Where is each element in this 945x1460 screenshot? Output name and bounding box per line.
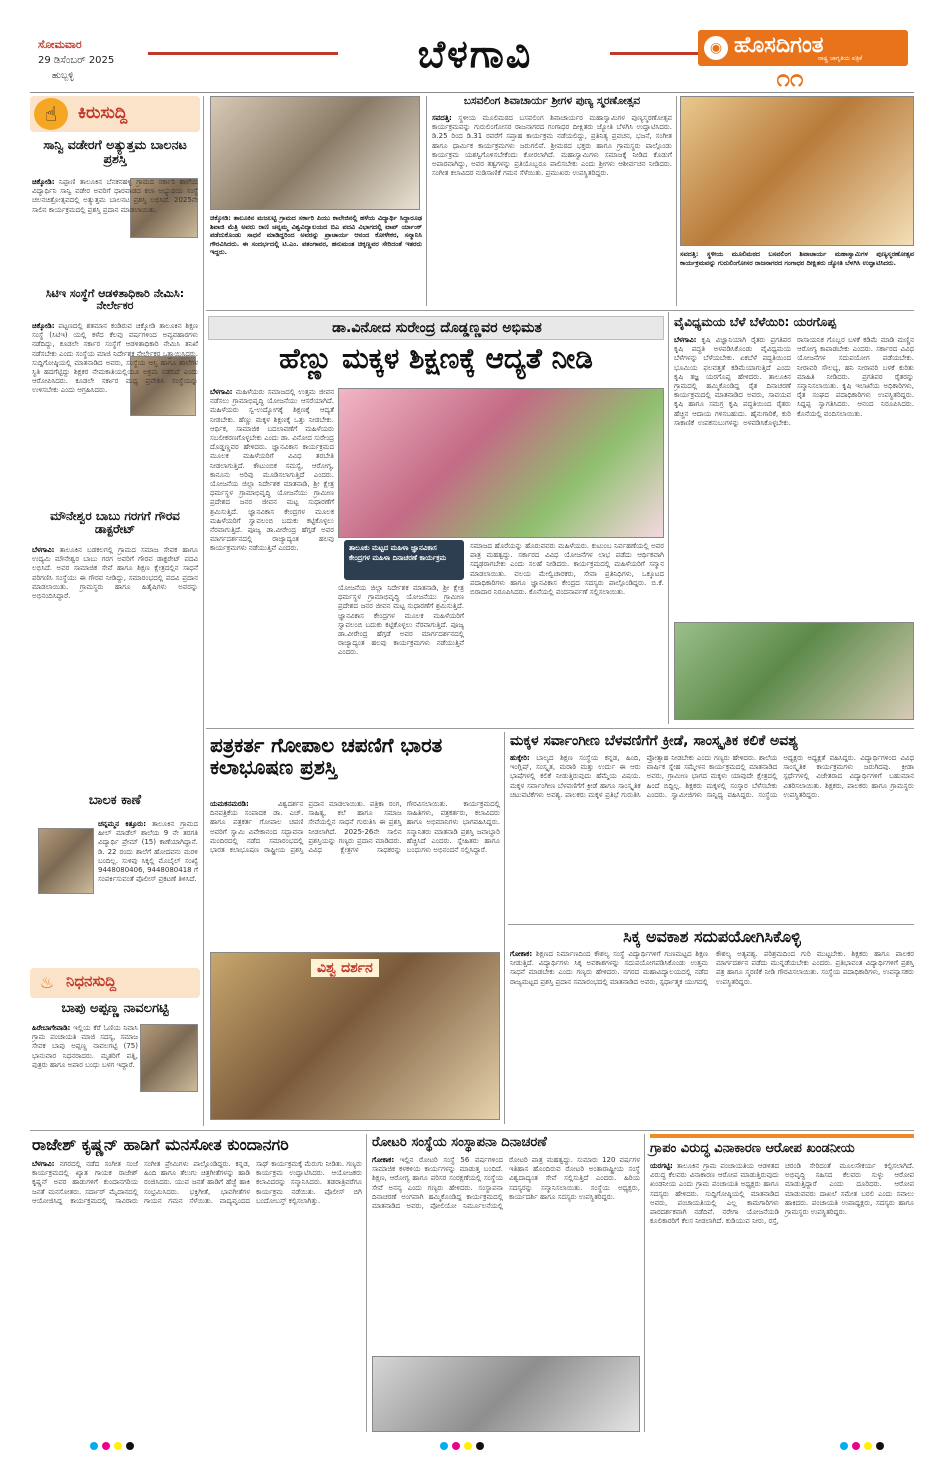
- masthead-date: 29 ಡಿಸೆಂಬರ್ 2025: [38, 55, 115, 66]
- kiru-dateline-4: ಚನ್ನಮ್ಮನ ಕಿತ್ತೂರು:: [98, 820, 147, 828]
- kiru-body-4: [32, 820, 198, 960]
- swami-text: ಸ್ಥಳೀಯ ಮೂಲಿಮಠದ ಬಸವಲಿಂಗ ಶಿವಾಚಾರ್ಯರ ಮಹಾಸ್ವಾಮಿಗಳ ಪುಣ್ಯಸ್ಮರಣೋತ್ಸವ ಕಾರ್ಯಕ್ರಮವನ್ನು ಗುರುಲಿಂಗೋಸರ ರಾಜನಾಗರದ ಗಂಗಾಧರ ದೀಕ್ಷಿತರು ಜ್ಯೋತಿ ಬೆಳಗಿಸಿ ಉದ್ಘಾಟಿಸಿದರು. ಡಿ.25 ರಿಂದ ಡಿ.31 ರವರೆಗೆ ಸಪ್ತಾಹ ಕಾರ್ಯಕ್ರಮ ನಡೆಯಲಿದ್ದು, ಪ್ರತಿನಿತ್ಯ ಪ್ರವಚನ, ಭಜನೆ, ಸಂಗೀತ ಹಾಗೂ ಧಾರ್ಮಿಕ ಕಾರ್ಯಕ್ರಮಗಳು ಜರುಗಲಿವೆ. ಶ್ರೀಮಠದ ಭಕ್ತರು ಹಾಗೂ ಗ್ರಾಮಸ್ಥರು ಪಾಲ್ಗೊಂಡು ಕಾರ್ಯಕ್ರಮ ಯಶಸ್ವಿಗೊಳಿಸಬೇಕೆಂದು ಕೋರಲಾಗಿದೆ. ಮಹಾಸ್ವಾಮಿಗಳು ಸಮಾಜಕ್ಕೆ ನೀಡಿದ ಕೊಡುಗೆ ಅಪಾರವಾಗಿದ್ದು, ಅವರ ತತ್ವಗಳನ್ನು ಪ್ರತಿಯೊಬ್ಬರೂ ಪಾಲಿಸಬೇಕು ಎಂದು ಶ್ರೀಗಳು ಆಶೀರ್ವಚನ ನೀಡಿದರು. ಸಂಗೀತ ಕಲಾವಿದರ ನುಡಿಸಾಣಿಕೆ ಗಮನ ಸೆಳೆಯಿತು. ಪ್ರಮುಖರು ಉಪಸ್ಥಿತರಿದ್ದರು.: [432, 114, 672, 178]
- rotary-title: ರೋಟರಿ ಸಂಸ್ಥೆಯ ಸಂಸ್ಥಾಪನಾ ದಿನಾಚರಣೆ: [372, 1135, 547, 1150]
- kiru-body-3: [32, 546, 198, 746]
- sports-body: [510, 754, 914, 920]
- rotary-dateline: ಗೋಕಾಕ:: [372, 1156, 395, 1164]
- award-photo-banner: ವಿಶ್ವ ದರ್ಶನ: [311, 959, 379, 977]
- gram-text: ತಾಲೂಕಿನ ಗ್ರಾಮ ಪಂಚಾಯತಿಯ ಆಡಳಿತದ ವಿರುದ್ಧ ಕೆಲವರು ವಿನಾಕಾರಣ ಆರೋಪ ಮಾಡುತ್ತಿರುವುದು ಖಂಡನೀಯ ಎಂದು ಗ್ರಾಮ ಪಂಚಾಯತಿ ಅಧ್ಯಕ್ಷರು ಹಾಗೂ ಸದಸ್ಯರು ಹೇಳಿದರು. ಸುದ್ದಿಗೋಷ್ಠಿಯಲ್ಲಿ ಮಾತನಾಡಿದ ಅವರು, ಪಂಚಾಯತಿಯಲ್ಲಿ ಎಲ್ಲ ಕಾಮಗಾರಿಗಳು ಪಾರದರ್ಶಕವಾಗಿ ನಡೆದಿವೆ. ನರೇಗಾ ಯೋಜನೆಯಡಿ ಕೂಲಿಕಾರರಿಗೆ ಕೆಲಸ ನೀಡಲಾಗಿದೆ. ಕುಡಿಯುವ ನೀರು, ರಸ್ತೆ, ಚರಂಡಿ ಸೇರಿದಂತೆ ಮೂಲಸೌಕರ್ಯ ಕಲ್ಪಿಸಲಾಗಿದೆ. ಅಭಿವೃದ್ಧಿ ಸಹಿಸದ ಕೆಲವರು ಸುಳ್ಳು ಆರೋಪ ಮಾಡುತ್ತಿದ್ದಾರೆ ಎಂದು ದೂರಿದರು. ಆರೋಪ ಮಾಡುವವರು ದಾಖಲೆ ಸಮೇತ ಬರಲಿ ಎಂದು ಸವಾಲು ಹಾಕಿದರು. ಪಂಚಾಯತಿ ಉಪಾಧ್ಯಕ್ಷರು, ಸದಸ್ಯರು ಹಾಗೂ ಗ್ರಾಮಸ್ಥರು ಉಪಸ್ಥಿತರಿದ್ದರು.: [650, 1162, 914, 1226]
- reg-dot-k2: [476, 1442, 484, 1450]
- crop-photo: [674, 622, 914, 720]
- reg-dot-y3: [864, 1442, 872, 1450]
- masthead-city: ಹುಬ್ಬಳ್ಳಿ: [52, 71, 74, 81]
- top-caption: ಚಿಕ್ಕೋಡಿ: ತಾಲೂಕಿನ ಮಜಲಟ್ಟಿ ಗ್ರಾಮದ ಸರ್ಕಾರಿ ಪಿಯು ಕಾಲೇಜಿನಲ್ಲಿ ಹಳೆಯ ವಿದ್ಯಾರ್ಥಿ ಸಿದ್ದಾರೂಢ ಶಿವಾಜಿ ಮೆತ್ರಿ ಅವರು ರಾಣಿ ಚನ್ನಮ್ಮ ವಿಶ್ವವಿದ್ಯಾಲಯದ ಬಿಎ ಪದವಿ ವಿಭಾಗದಲ್ಲಿ ಟಾಪ್ ರ್ಯಾಂಕ್ ಪಡೆದುಕೊಂಡು ಸಾಧನೆ ಮಾಡಿದ್ದರಿಂದ ಅವರನ್ನು ಪ್ರಾಚಾರ್ಯ ಆನಂದ ಕೋಳೇಕರ, ಸನ್ಮಾನಿಸಿ ಗೌರವಿಸಿದರು. ಈ ಸಂದರ್ಭದಲ್ಲಿ ಟಿ.ಎಂ. ಪತಂಗಾವರ, ಹನುಮಂತ ಚಿಕ್ಕಣ್ಣವರ ಸೇರಿದಂತೆ ಇತರರು ಇದ್ದರು.: [210, 214, 422, 257]
- kiru-body-2: [32, 322, 198, 504]
- crop-title: ವೈವಿಧ್ಯಮಯ ಬೆಳೆ ಬೆಳೆಯಿರಿ: ಯರಗೊಪ್ಪ: [674, 315, 836, 329]
- rule-award-right: [504, 732, 505, 1124]
- award-photo: [210, 952, 500, 1120]
- award-dateline: ಯಮಕನಮರಡಿ:: [210, 800, 249, 808]
- kirusuddi-label: ಕಿರುಸುದ್ದಿ: [78, 103, 128, 123]
- obit-text: ಇಲ್ಲಿಯ ಕೆರೆ ಓಣಿಯ ನಿವಾಸಿ ಗ್ರಾಮ ಪಂಚಾಯತಿ ಮಾಜಿ ಸದಸ್ಯ, ಸಮಾಜ ಸೇವಕ ಬಾಪು ಅಪ್ಪಣ್ಣ ನಾವಲಗಟ್ಟಿ (75) ಭಾನುವಾರ ನಿಧನರಾದರು. ಮೃತರಿಗೆ ಪತ್ನಿ, ಪುತ್ರರು ಹಾಗೂ ಅಪಾರ ಬಂಧು ಬಳಗ ಇದ್ದಾರೆ.: [32, 1024, 138, 1069]
- reg-dot-k: [126, 1442, 134, 1450]
- reg-dot-m3: [852, 1442, 860, 1450]
- rotary-body: [372, 1156, 640, 1352]
- crop-text: ಕೃಷಿ ವಿಜ್ಞಾನಿಯಾಗಿ ರೈತರು ಪ್ರಗತಿಪರ ಕೃಷಿ ಪದ್ಧತಿ ಅಳವಡಿಸಿಕೊಂಡು ವೈವಿಧ್ಯಮಯ ಬೆಳೆಗಳನ್ನು ಬೆಳೆಯಬೇಕು. ಏಕಬೆಳೆ ಪದ್ಧತಿಯಿಂದ ಭೂಮಿಯ ಫಲವತ್ತತೆ ಕಡಿಮೆಯಾಗುತ್ತಿದೆ ಎಂದು ಕೃಷಿ ತಜ್ಞ ಯರಗೊಪ್ಪ ಹೇಳಿದರು. ತಾಲೂಕಿನ ಗ್ರಾಮದಲ್ಲಿ ಹಮ್ಮಿಕೊಂಡಿದ್ದ ರೈತ ದಿನಾಚರಣೆ ಕಾರ್ಯಕ್ರಮದಲ್ಲಿ ಮಾತನಾಡಿದ ಅವರು, ಸಾವಯವ ಕೃಷಿ ಹಾಗೂ ಸಮಗ್ರ ಕೃಷಿ ಪದ್ಧತಿಯಿಂದ ರೈತರು ಹೆಚ್ಚಿನ ಆದಾಯ ಗಳಿಸಬಹುದು. ಹೈನುಗಾರಿಕೆ, ಕುರಿ ಸಾಕಾಣಿಕೆ ಉಪಕಸುಬುಗಳನ್ನು ಅಳವಡಿಸಿಕೊಳ್ಳಬೇಕು. ರಾಸಾಯನಿಕ ಗೊಬ್ಬರ ಬಳಕೆ ಕಡಿಮೆ ಮಾಡಿ ಮಣ್ಣಿನ ಆರೋಗ್ಯ ಕಾಪಾಡಬೇಕು ಎಂದರು. ಸರ್ಕಾರದ ವಿವಿಧ ಯೋಜನೆಗಳ ಸದುಪಯೋಗ ಪಡೆಯಬೇಕು. ನೀರಾವರಿ ಸೌಲಭ್ಯ, ಹನಿ ನೀರಾವರಿ ಬಳಕೆ ಕುರಿತು ಮಾಹಿತಿ ನೀಡಿದರು. ಪ್ರಗತಿಪರ ರೈತರನ್ನು ಸನ್ಮಾನಿಸಲಾಯಿತು. ಕೃಷಿ ಇಲಾಖೆಯ ಅಧಿಕಾರಿಗಳು, ರೈತ ಸಂಘದ ಪದಾಧಿಕಾರಿಗಳು ಉಪಸ್ಥಿತರಿದ್ದರು. ಸಿದ್ದಪ್ಪ ಸ್ವಾಗತಿಸಿದರು. ಆನಂದ ನಿರೂಪಿಸಿದರು. ಕೊನೆಯಲ್ಲಿ ವಂದಿಸಲಾಯಿತು.: [674, 336, 914, 427]
- masthead-day: ಸೋಮವಾರ: [38, 38, 82, 51]
- lead-dateline: ಬೆಳಗಾವಿ:: [210, 388, 233, 396]
- lead-text-2b: ಯೋಜನೆಯ ಜಿಲ್ಲಾ ನಿರ್ದೇಶಕ ಮಾತನಾಡಿ, ಶ್ರೀ ಕ್ಷೇತ್ರ ಧರ್ಮಸ್ಥಳ ಗ್ರಾಮಾಭಿವೃದ್ಧಿ ಯೋಜನೆಯು ಗ್ರಾಮೀಣ ಪ್ರದೇಶದ ಜನರ ಜೀವನ ಮಟ್ಟ ಸುಧಾರಣೆಗೆ ಶ್ರಮಿಸುತ್ತಿದೆ. ಜ್ಞಾನವಿಕಾಸ ಕೇಂದ್ರಗಳ ಮೂಲಕ ಮಹಿಳೆಯರಿಗೆ ಸ್ವಾವಲಂಬಿ ಬದುಕು ಕಟ್ಟಿಕೊಳ್ಳಲು ನೆರವಾಗುತ್ತಿದೆ. ಪೂಜ್ಯ ಡಾ.ವೀರೇಂದ್ರ ಹೆಗ್ಗಡೆ ಅವರ ಮಾರ್ಗದರ್ಶನದಲ್ಲಿ ರಾಜ್ಯಾದ್ಯಂತ ಹಲವು ಕಾರ್ಯಕ್ರಮಗಳು ನಡೆಯುತ್ತಿವೆ ಎಂದರು.: [338, 584, 464, 657]
- rule-music-right: [366, 1134, 367, 1432]
- lead-col-2: [338, 584, 464, 720]
- kiru-dateline-3: ಬೆಳಗಾವಿ:: [32, 546, 55, 554]
- masthead-base-rule: [30, 92, 914, 93]
- brand-logo-icon: ◉: [704, 36, 728, 60]
- reg-dot-m: [102, 1442, 110, 1450]
- obit-photo: [140, 1024, 198, 1092]
- brand-box: [698, 30, 908, 66]
- lead-text-1: ಮಹಿಳೆಯರು ಸಮಾಜದಲ್ಲಿ ಉತ್ತಮ ಜೀವನ ನಡೆಸಲು ಗ್ರಾಮಾಭಿವೃದ್ಧಿ ಯೋಜನೆಯು ಆಸರೆಯಾಗಿದೆ. ಮಹಿಳೆಯರು ಸ್ವ-ಉದ್ಯೋಗಕ್ಕೆ ಶಿಕ್ಷಣಕ್ಕೆ ಆದ್ಯತೆ ನೀಡಬೇಕು. ಹೆಣ್ಣು ಮಕ್ಕಳ ಶಿಕ್ಷಣಕ್ಕೆ ಒತ್ತು ನೀಡಬೇಕು. ಆರ್ಥಿಕ, ಸಾಮಾಜಿಕ ಬದಲಾವಣೆಗೆ ಮಹಿಳೆಯರು ಸಬಲೀಕರಣಗೊಳ್ಳಬೇಕು ಎಂದು ಡಾ. ವಿನೋದ ಸುರೇಂದ್ರ ದೊಡ್ಡಣ್ಣವರ ಹೇಳಿದರು. ಜ್ಞಾನವಿಕಾಸ ಕಾರ್ಯಕ್ರಮದ ಮೂಲಕ ಮಹಿಳೆಯರಿಗೆ ವಿವಿಧ ತರಬೇತಿ ನೀಡಲಾಗುತ್ತಿದೆ. ಕೌಟುಂಬಿಕ ಸಮಸ್ಯೆ, ಆರೋಗ್ಯ, ಕಾನೂನು ಅರಿವು ಮೂಡಿಸಲಾಗುತ್ತಿದೆ ಎಂದರು.: [210, 388, 334, 479]
- rule-under-lead: [206, 728, 914, 729]
- swami-title: ಬಸವಲಿಂಗ ಶಿವಾಚಾರ್ಯ ಶ್ರೀಗಳ ಪುಣ್ಯ ಸ್ಮರಣೋತ್ಸವ: [463, 95, 641, 107]
- opportunity-body: [510, 950, 914, 1120]
- sports-dateline: ಹುಕ್ಕೇರಿ:: [510, 754, 530, 762]
- lead-col-3: [470, 542, 664, 720]
- reg-dot-y2: [464, 1442, 472, 1450]
- swami-body: [432, 114, 672, 304]
- rule-left: [203, 96, 204, 1126]
- nidhana-label: ನಿಧನಸುದ್ದಿ: [66, 972, 117, 990]
- music-title: ರಾಜೇಶ್ ಕೃಷ್ಣನ್ ಹಾಡಿಗೆ ಮನಸೋತ ಕುಂದಾನಗರಿ: [32, 1135, 289, 1154]
- music-body: [32, 1160, 362, 1430]
- brand-tagline: ರಾಷ್ಟ್ರ ಜಾಗೃತಿಯ ಪತ್ರಿಕೆ: [818, 55, 863, 62]
- crop-dateline: ಬೆಳಗಾವಿ:: [674, 336, 697, 344]
- kiru-text-3: ತಾಲೂಕಿನ ಬಡಕಲಗಲ್ಲಿ ಗ್ರಾಮದ ಸಮಾಜ ಸೇವಕ ಹಾಗೂ ಉದ್ಯಮಿ ಮೌನೇಶ್ವರ ಬಾಬು ಗರಗ ಅವರಿಗೆ ಗೌರವ ಡಾಕ್ಟರೇಟ್ ಪದವಿ ಲಭಿಸಿದೆ. ಅವರ ಸಾಮಾಜಿಕ ಸೇವೆ ಹಾಗೂ ಶಿಕ್ಷಣ ಕ್ಷೇತ್ರದಲ್ಲಿನ ಸಾಧನೆ ಪರಿಗಣಿಸಿ ಸಂಸ್ಥೆಯು ಈ ಗೌರವ ನೀಡಿದ್ದು, ಸಮಾರಂಭದಲ್ಲಿ ಪದವಿ ಪ್ರದಾನ ಮಾಡಲಾಯಿತು. ಗ್ರಾಮಸ್ಥರು ಹಾಗೂ ಹಿತೈಷಿಗಳು ಅವರನ್ನು ಅಭಿನಂದಿಸಿದ್ದಾರೆ.: [32, 546, 198, 601]
- obit-dateline: ಹಿರೇಬಾಗೇವಾಡಿ:: [32, 1024, 71, 1032]
- lead-kicker: ಡಾ.ವಿನೋದ ಸುರೇಂದ್ರ ದೊಡ್ಡಣ್ಣವರ ಅಭಿಮತ: [332, 320, 542, 336]
- award-title: ಪತ್ರಕರ್ತ ಗೋಪಾಲ ಚಪಣಿಗೆ ಭಾರತ ಕಲಾಭೂಷಣ ಪ್ರಶಸ್ತಿ: [210, 733, 443, 779]
- opportunity-text: ಶಿಕ್ಷಣದ ನಿರ್ಮಾಣದಿಂದ ಕೌಶಲ್ಯ ಸಂಸ್ಥೆ ವಿದ್ಯಾರ್ಥಿಗಳಿಗೆ ಗುಣಮಟ್ಟದ ಶಿಕ್ಷಣ ನೀಡುತ್ತಿದೆ. ವಿದ್ಯಾರ್ಥಿಗಳು ಸಿಕ್ಕ ಅವಕಾಶಗಳನ್ನು ಸದುಪಯೋಗಪಡಿಸಿಕೊಂಡು ಉತ್ತಮ ಸಾಧನೆ ಮಾಡಬೇಕು ಎಂದು ಗಣ್ಯರು ಹೇಳಿದರು. ನಗರದ ಮಹಾವಿದ್ಯಾಲಯದಲ್ಲಿ ನಡೆದ ರಾಜ್ಯಮಟ್ಟದ ಪ್ರಶಸ್ತಿ ಪ್ರದಾನ ಸಮಾರಂಭದಲ್ಲಿ ಮಾತನಾಡಿದ ಅವರು, ಸ್ಪರ್ಧಾತ್ಮಕ ಯುಗದಲ್ಲಿ ಕೌಶಲ್ಯ ಅತ್ಯವಶ್ಯ. ಪರಿಶ್ರಮದಿಂದ ಗುರಿ ಮುಟ್ಟಬೇಕು. ಶಿಕ್ಷಕರು ಹಾಗೂ ಪಾಲಕರ ಮಾರ್ಗದರ್ಶನ ಪಡೆದು ಮುನ್ನಡೆಯಬೇಕು ಎಂದರು. ಪ್ರತಿಭಾವಂತ ವಿದ್ಯಾರ್ಥಿಗಳಿಗೆ ಪ್ರಶಸ್ತಿ ಪತ್ರ ಹಾಗೂ ಸ್ಮರಣಿಕೆ ನೀಡಿ ಗೌರವಿಸಲಾಯಿತು. ಸಂಸ್ಥೆಯ ಪದಾಧಿಕಾರಿಗಳು, ಉಪನ್ಯಾಸಕರು ಉಪಸ್ಥಿತರಿದ್ದರು.: [510, 950, 914, 986]
- brand-name: ಹೊಸದಿಗಂತ: [734, 33, 824, 58]
- kiru-title-1: ಸಾನ್ವಿ ವಡೇರಗೆ ಅತ್ಯುತ್ತಮ ಬಾಲನಟ ಪ್ರಶಸ್ತಿ: [43, 137, 187, 166]
- rule-under-sports: [508, 924, 914, 925]
- kiru-title-4: ಬಾಲಕ ಕಾಣೆ: [88, 793, 142, 808]
- rotary-photo: [372, 1356, 640, 1432]
- award-body: [210, 800, 500, 950]
- masthead: [0, 0, 945, 92]
- rule-under-top: [206, 310, 914, 311]
- lead-text-3: ಸಮಾಜದ ಹೊರೆಯನ್ನು ಹೊರುವವರು ಮಹಿಳೆಯರು. ಕುಟುಂಬ ನಿರ್ವಹಣೆಯಲ್ಲಿ ಅವರ ಪಾತ್ರ ಮಹತ್ವದ್ದು. ಸರ್ಕಾರದ ವಿವಿಧ ಯೋಜನೆಗಳ ಲಾಭ ಪಡೆದು ಆರ್ಥಿಕವಾಗಿ ಸದೃಢರಾಗಬೇಕು ಎಂದು ಸಲಹೆ ನೀಡಿದರು. ಕಾರ್ಯಕ್ರಮದಲ್ಲಿ ಮಹಿಳೆಯರಿಗೆ ಸನ್ಮಾನ ಮಾಡಲಾಯಿತು. ವಲಯ ಮೇಲ್ವಿಚಾರಕರು, ಸೇವಾ ಪ್ರತಿನಿಧಿಗಳು, ಒಕ್ಕೂಟದ ಪದಾಧಿಕಾರಿಗಳು ಹಾಗೂ ಜ್ಞಾನವಿಕಾಸ ಕೇಂದ್ರದ ಸದಸ್ಯರು ಪಾಲ್ಗೊಂಡಿದ್ದರು. ಬಿ.ಕೆ. ಬಿರಾದಾರ ನಿರೂಪಿಸಿದರು. ಕೊನೆಯಲ್ಲಿ ವಂದನಾರ್ಪಣೆ ಸಲ್ಲಿಸಲಾಯಿತು.: [470, 542, 664, 597]
- rule-top-2: [676, 96, 677, 306]
- lead-text-2: ಯೋಜನೆಯ ಜಿಲ್ಲಾ ನಿರ್ದೇಶಕ ಮಾತನಾಡಿ, ಶ್ರೀ ಕ್ಷೇತ್ರ ಧರ್ಮಸ್ಥಳ ಗ್ರಾಮಾಭಿವೃದ್ಧಿ ಯೋಜನೆಯು ಗ್ರಾಮೀಣ ಪ್ರದೇಶದ ಜನರ ಜೀವನ ಮಟ್ಟ ಸುಧಾರಣೆಗೆ ಶ್ರಮಿಸುತ್ತಿದೆ. ಜ್ಞಾನವಿಕಾಸ ಕೇಂದ್ರಗಳ ಮೂಲಕ ಮಹಿಳೆಯರಿಗೆ ಸ್ವಾವಲಂಬಿ ಬದುಕು ಕಟ್ಟಿಕೊಳ್ಳಲು ನೆರವಾಗುತ್ತಿದೆ. ಪೂಜ್ಯ ಡಾ.ವೀರೇಂದ್ರ ಹೆಗ್ಗಡೆ ಅವರ ಮಾರ್ಗದರ್ಶನದಲ್ಲಿ ರಾಜ್ಯಾದ್ಯಂತ ಹಲವು ಕಾರ್ಯಕ್ರಮಗಳು ನಡೆಯುತ್ತಿವೆ ಎಂದರು.: [210, 480, 334, 553]
- award-text: ವಿಶ್ವದರ್ಶನ ದಿನಪತ್ರಿಕೆಯ ಸಂಪಾದಕ ಡಾ. ಎಚ್. ಹಾಗೂ ಪತ್ರಕರ್ತ ಗೋಪಾಲ ಚಪಣಿ ಅವರಿಗೆ ಸ್ವಾಮಿ ವಿವೇಕಾನಂದ ಸದ್ಭಾವನಾ ಮಂದಿರದಲ್ಲಿ ನಡೆದ ಸಮಾರಂಭದಲ್ಲಿ ಭಾರತ ಕಲಾಭೂಷಣ ರಾಷ್ಟ್ರೀಯ ಪ್ರಶಸ್ತಿ ಪ್ರದಾನ ಮಾಡಲಾಯಿತು. ಪತ್ರಿಕಾ ರಂಗ, ಸಾಹಿತ್ಯ, ಕಲೆ ಹಾಗೂ ಸಮಾಜ ಸೇವೆಯಲ್ಲಿನ ಸಾಧನೆ ಗುರುತಿಸಿ ಈ ಪ್ರಶಸ್ತಿ ನೀಡಲಾಗಿದೆ. 2025-26ನೇ ಸಾಲಿನ ಪ್ರಶಸ್ತಿಯನ್ನು ಗಣ್ಯರು ಪ್ರದಾನ ಮಾಡಿದರು. ವಿವಿಧ ಕ್ಷೇತ್ರಗಳ ಸಾಧಕರನ್ನು ಗೌರವಿಸಲಾಯಿತು. ಕಾರ್ಯಕ್ರಮದಲ್ಲಿ ಸಾಹಿತಿಗಳು, ಪತ್ರಕರ್ತರು, ಕಲಾವಿದರು ಹಾಗೂ ಅಭಿಮಾನಿಗಳು ಭಾಗವಹಿಸಿದ್ದರು. ಸನ್ಮಾನಿತರು ಮಾತನಾಡಿ ಪ್ರಶಸ್ತಿ ಜವಾಬ್ದಾರಿ ಹೆಚ್ಚಿಸಿದೆ ಎಂದರು. ಸ್ನೇಹಿತರು ಹಾಗೂ ಬಂಧುಗಳು ಅಭಿನಂದನೆ ಸಲ್ಲಿಸಿದ್ದಾರೆ.: [210, 800, 500, 855]
- kiru-title-3: ಮೌನೇಶ್ವರ ಬಾಬು ಗರಗಗೆ ಗೌರವ ಡಾಕ್ಟರೇಟ್: [50, 509, 180, 537]
- swami-caption: ಸವದತ್ತಿ: ಸ್ಥಳೀಯ ಮೂಲಿಮಠದ ಬಸವಲಿಂಗ ಶಿವಾಚಾರ್ಯ ಮಹಾಸ್ವಾಮಿಗಳ ಪುಣ್ಯಸ್ಮರಣೋತ್ಸವ ಕಾರ್ಯಕ್ರಮವನ್ನು ಗುರುಲಿಂಗೋಸರ ರಾಜನಾಗರದ ಗಂಗಾಧರ ದೀಕ್ಷಿತರು ಜ್ಯೋತಿ ಬೆಳಗಿಸಿ ಉದ್ಘಾಟಿಸಿದರು.: [680, 250, 914, 267]
- rule-rotary-right: [644, 1134, 645, 1432]
- kirusuddi-column: [30, 96, 200, 1126]
- kirusuddi-header: [30, 96, 200, 132]
- gram-title-bar: [650, 1134, 914, 1138]
- flame-icon: ♨: [39, 973, 55, 992]
- opportunity-dateline: ಗೋಕಾಕ:: [510, 950, 533, 958]
- top-photo-felicitation: [210, 96, 420, 210]
- kiru-text-2: ಪಟ್ಟಣದಲ್ಲಿ ಶತಮಾನ ಕಂಡಿರುವ ಚಿಕ್ಕೋಡಿ ತಾಲೂಕಿನ ಶಿಕ್ಷಣ ಸಂಸ್ಥೆ (ಸಿಟಿಇ) ಯಲ್ಲಿ ಕಳೆದ ಕೆಲವು ವರ್ಷಗಳಿಂದ ಅವ್ಯವಹಾರಗಳು ನಡೆದಿದ್ದು, ಕೂಡಲೇ ಸರ್ಕಾರ ಸಂಸ್ಥೆಗೆ ಆಡಳಿತಾಧಿಕಾರಿ ನೇಮಿಸಿ ತನಿಖೆ ನಡೆಸಬೇಕು ಎಂದು ಸಂಸ್ಥೆಯ ಮಾಜಿ ನಿರ್ದೇಶಕ ನೇರ್ಲೇಕರ ಒತ್ತಾಯಿಸಿದರು. ಸುದ್ದಿಗೋಷ್ಠಿಯಲ್ಲಿ ಮಾತನಾಡಿದ ಅವರು, ಸಂಸ್ಥೆಯ ಆಸ್ತಿ ಹಾಗೂ ಶಾಲೆಗಳ ಸ್ಥಿತಿ ಹದಗೆಟ್ಟಿದ್ದು ಶಿಕ್ಷಕರ ನೇಮಕಾತಿಯಲ್ಲಿಯೂ ಅಕ್ರಮ ನಡೆದಿದೆ ಎಂದು ಆರೋಪಿಸಿದರು. ಕೂಡಲೇ ಸರ್ಕಾರ ಮಧ್ಯ ಪ್ರವೇಶಿಸಿ ಸಂಸ್ಥೆಯನ್ನು ಉಳಿಸಬೇಕು ಎಂದು ಆಗ್ರಹಿಸಿದರು.: [32, 322, 198, 395]
- masthead-right-rule: [610, 52, 700, 55]
- kiru-text-4: ತಾಲೂಕಿನ ಗ್ರಾಮದ ಹೀಲ್ ಮಾಡೆಲ್ ಶಾಲೆಯ 9 ನೇ ತರಗತಿ ವಿದ್ಯಾರ್ಥಿ ಪ್ರೇಮ್ (15) ಕಾಣೆಯಾಗಿದ್ದಾನೆ. ಡಿ. 22 ರಂದು ಶಾಲೆಗೆ ಹೋದವನು ಮರಳಿ ಬಂದಿಲ್ಲ. ಸುಳಿವು ಸಿಕ್ಕಲ್ಲಿ ಮೊಬೈಲ್ ಸಂಖ್ಯೆ 9448080406, 9448080418 ಗೆ ಸಂಪರ್ಕಿಸುವಂತೆ ಪೊಲೀಸ್ ಪ್ರಕಟಣೆ ತಿಳಿಸಿದೆ.: [98, 820, 198, 884]
- lead-photo-label-text: ತಾಲೂಕು ಮಟ್ಟದ ಮಹಿಳಾ ಜ್ಞಾನವಿಕಾಸ ಕೇಂದ್ರಗಳ ಮಹಿಳಾ ದಿನಾಚರಣೆ ಕಾರ್ಯಕ್ರಮ: [349, 544, 447, 562]
- nidhana-header: [30, 968, 200, 998]
- sports-title: ಮಕ್ಕಳ ಸರ್ವಾಂಗೀಣ ಬೆಳವಣಿಗೆಗೆ ಕ್ರೀಡೆ, ಸಾಂಸ್ಕೃತಿಕ ಕಲಿಕೆ ಅವಶ್ಯ: [510, 733, 798, 749]
- kiru-dateline-1: ಚಿಕ್ಕೋಡಿ:: [32, 178, 55, 186]
- rule-bottom-section: [30, 1130, 914, 1131]
- lead-photo-label: [344, 540, 464, 580]
- reg-dot-k3: [876, 1442, 884, 1450]
- page-number: ೧೧: [776, 64, 804, 92]
- lead-title: ಹೆಣ್ಣು ಮಕ್ಕಳ ಶಿಕ್ಷಣಕ್ಕೆ ಆದ್ಯತೆ ನೀಡಿ: [279, 342, 593, 375]
- opportunity-title: ಸಿಕ್ಕ ಅವಕಾಶ ಸದುಪಯೋಗಿಸಿಕೊಳ್ಳಿ: [623, 927, 801, 946]
- masthead-left-rule: [148, 52, 338, 55]
- music-dateline: ಬೆಳಗಾವಿ:: [32, 1160, 55, 1168]
- hand-icon: ☝: [34, 98, 68, 130]
- kiru-dateline-2: ಚಿಕ್ಕೋಡಿ:: [32, 322, 55, 330]
- gram-body: [650, 1162, 914, 1432]
- gram-title: ಗ್ರಾಪಂ ವಿರುದ್ಧ ವಿನಾಕಾರಣ ಆರೋಪ ಖಂಡನೀಯ: [650, 1141, 855, 1156]
- lead-photo: [338, 388, 664, 538]
- sports-text: ಬಾಲ್ಯದ ಶಿಕ್ಷಣ ಸಂಸ್ಥೆಯ ಕನ್ನಡ, ಹಿಂದಿ, ಇಂಗ್ಲಿಷ್, ಸಂಸ್ಕೃತ, ಮರಾಠಿ ಮತ್ತು ಉರ್ದು ಈ ಆರು ಭಾಷೆಗಳಲ್ಲಿ ಕಲಿಕೆ ನೀಡುತ್ತಿರುವುದು ಹೆಮ್ಮೆಯ ವಿಷಯ. ಮಕ್ಕಳ ಸರ್ವಾಂಗೀಣ ಬೆಳವಣಿಗೆಗೆ ಕ್ರೀಡೆ ಹಾಗೂ ಸಾಂಸ್ಕೃತಿಕ ಚಟುವಟಿಕೆಗಳು ಅವಶ್ಯ. ಪಾಲಕರು ಮಕ್ಕಳ ಪ್ರತಿಭೆ ಗುರುತಿಸಿ ಪ್ರೋತ್ಸಾಹ ನೀಡಬೇಕು ಎಂದು ಗಣ್ಯರು ಹೇಳಿದರು. ಶಾಲೆಯ ವಾರ್ಷಿಕ ಸ್ನೇಹ ಸಮ್ಮೇಳನ ಕಾರ್ಯಕ್ರಮದಲ್ಲಿ ಮಾತನಾಡಿದ ಅವರು, ಗ್ರಾಮೀಣ ಭಾಗದ ಮಕ್ಕಳು ಯಾವುದೇ ಕ್ಷೇತ್ರದಲ್ಲಿ ಹಿಂದೆ ಬಿದ್ದಿಲ್ಲ. ಶಿಕ್ಷಕರು ಮಕ್ಕಳಲ್ಲಿ ಸಂಸ್ಕಾರ ಬೆಳೆಸಬೇಕು ಎಂದರು. ಸ್ವಾಮೀಜಿಗಳು ಸಾನ್ನಿಧ್ಯ ವಹಿಸಿದ್ದರು. ಸಂಸ್ಥೆಯ ಅಧ್ಯಕ್ಷರು ಅಧ್ಯಕ್ಷತೆ ವಹಿಸಿದ್ದರು. ವಿದ್ಯಾರ್ಥಿಗಳಿಂದ ವಿವಿಧ ಸಾಂಸ್ಕೃತಿಕ ಕಾರ್ಯಕ್ರಮಗಳು ಜರುಗಿದವು. ಕ್ರೀಡಾ ಸ್ಪರ್ಧೆಗಳಲ್ಲಿ ವಿಜೇತರಾದ ವಿದ್ಯಾರ್ಥಿಗಳಿಗೆ ಬಹುಮಾನ ವಿತರಿಸಲಾಯಿತು. ಶಿಕ್ಷಕರು, ಪಾಲಕರು ಹಾಗೂ ಗ್ರಾಮಸ್ಥರು ಉಪಸ್ಥಿತರಿದ್ದರು.: [510, 754, 914, 799]
- lead-col-1: [210, 388, 334, 720]
- reg-dot-c2: [440, 1442, 448, 1450]
- kiru-body-1: [32, 178, 198, 256]
- crop-body: [674, 336, 914, 618]
- reg-dot-c: [90, 1442, 98, 1450]
- music-text: ನಗರದಲ್ಲಿ ನಡೆದ ಸಂಗೀತ ಸಂಜೆ ಕಾರ್ಯಕ್ರಮದಲ್ಲಿ ಖ್ಯಾತ ಗಾಯಕ ರಾಜೇಶ್ ಕೃಷ್ಣನ್ ಅವರ ಹಾಡುಗಳಿಗೆ ಕುಂದಾನಗರಿಯ ಜನತೆ ಮನಸೋತರು. ಸರ್ದಾರ್ ಮೈದಾನದಲ್ಲಿ ಆಯೋಜಿಸಿದ್ದ ಕಾರ್ಯಕ್ರಮದಲ್ಲಿ ಸಾವಿರಾರು ಸಂಗೀತ ಪ್ರೇಮಿಗಳು ಪಾಲ್ಗೊಂಡಿದ್ದರು. ಕನ್ನಡ, ಹಿಂದಿ ಹಾಗೂ ತೆಲುಗು ಚಿತ್ರಗೀತೆಗಳನ್ನು ಹಾಡಿ ರಂಜಿಸಿದರು. ಯುವ ಜನತೆ ಹಾಡಿಗೆ ಹೆಜ್ಜೆ ಹಾಕಿ ಸಂಭ್ರಮಿಸಿದರು. ಭಕ್ತಿಗೀತೆ, ಭಾವಗೀತೆಗಳ ಗಾಯನ ಗಮನ ಸೆಳೆಯಿತು. ವಾದ್ಯವೃಂದದ ಸಾಥ್ ಕಾರ್ಯಕ್ರಮಕ್ಕೆ ಮೆರುಗು ನೀಡಿತು. ಗಣ್ಯರು ಕಾರ್ಯಕ್ರಮ ಉದ್ಘಾಟಿಸಿದರು. ಆಯೋಜಕರು ಕಲಾವಿದರನ್ನು ಸನ್ಮಾನಿಸಿದರು. ತಡರಾತ್ರಿವರೆಗೂ ಕಾರ್ಯಕ್ರಮ ನಡೆಯಿತು. ಪೊಲೀಸ್ ಬಿಗಿ ಬಂದೋಬಸ್ತ್ ಕಲ್ಪಿಸಲಾಗಿತ್ತು.: [32, 1160, 362, 1205]
- rule-top-1: [426, 96, 427, 306]
- reg-dot-y: [114, 1442, 122, 1450]
- obit-title: ಬಾಪು ಅಪ್ಪಣ್ಣ ನಾವಲಗಟ್ಟಿ: [61, 1001, 169, 1016]
- section-title: ಬೆಳಗಾವಿ: [417, 32, 533, 76]
- kiru-title-2: ಸಿಟಿಇ ಸಂಸ್ಥೆಗೆ ಆಡಳಿತಾಧಿಕಾರಿ ನೇಮಿಸಿ: ನೇರ್ಲೇಕರ: [45, 287, 185, 313]
- rotary-text: ಇಲ್ಲಿನ ರೋಟರಿ ಸಂಸ್ಥೆ 56 ವರ್ಷಗಳಿಂದ ಸಾಮಾಜಿಕ ಕಳಕಳಿಯ ಕಾರ್ಯಗಳನ್ನು ಮಾಡುತ್ತ ಬಂದಿದೆ. ಶಿಕ್ಷಣ, ಆರೋಗ್ಯ ಹಾಗೂ ಪರಿಸರ ಸಂರಕ್ಷಣೆಯಲ್ಲಿ ಸಂಸ್ಥೆಯ ಸೇವೆ ಅನನ್ಯ ಎಂದು ಗಣ್ಯರು ಹೇಳಿದರು. ಸಂಸ್ಥಾಪನಾ ದಿನಾಚರಣೆ ಅಂಗವಾಗಿ ಹಮ್ಮಿಕೊಂಡಿದ್ದ ಕಾರ್ಯಕ್ರಮದಲ್ಲಿ ಮಾತನಾಡಿದ ಅವರು, ಪೋಲಿಯೋ ನಿರ್ಮೂಲನೆಯಲ್ಲಿ ರೋಟರಿ ಪಾತ್ರ ಮಹತ್ವದ್ದು. ಸುಮಾರು 120 ವರ್ಷಗಳ ಇತಿಹಾಸ ಹೊಂದಿರುವ ರೋಟರಿ ಅಂತಾರಾಷ್ಟ್ರೀಯ ಸಂಸ್ಥೆ ವಿಶ್ವದಾದ್ಯಂತ ಸೇವೆ ಸಲ್ಲಿಸುತ್ತಿದೆ ಎಂದರು. ಹಿರಿಯ ಸದಸ್ಯರನ್ನು ಸನ್ಮಾನಿಸಲಾಯಿತು. ಸಂಸ್ಥೆಯ ಅಧ್ಯಕ್ಷರು, ಕಾರ್ಯದರ್ಶಿ ಹಾಗೂ ಸದಸ್ಯರು ಉಪಸ್ಥಿತರಿದ್ದರು.: [372, 1156, 640, 1211]
- reg-dot-m2: [452, 1442, 460, 1450]
- swami-dateline: ಸವದತ್ತಿ:: [432, 114, 452, 122]
- kiru-text-1: ನಿಪ್ಪಾಣಿ ತಾಲೂಕಿನ ಬೆನಕನಹಳ್ಳಿ ಗ್ರಾಮದ ಸರ್ಕಾರಿ ಶಾಲೆಯ ವಿದ್ಯಾರ್ಥಿನಿ ಸಾನ್ವಿ ವಡೇರ ಅವರಿಗೆ ಧಾರವಾಡದ ಕಲಾ ಅಭ್ಯುದಯ ಸಂಸ್ಥೆ ಚಲನಚಿತ್ರೋತ್ಸವದಲ್ಲಿ ಅತ್ಯುತ್ತಮ ಬಾಲನಟ ಪ್ರಶಸ್ತಿ ಲಭಿಸಿದೆ. 2025ನೇ ಸಾಲಿನ ಕಾರ್ಯಕ್ರಮದಲ್ಲಿ ಪ್ರಶಸ್ತಿ ಪ್ರದಾನ ಮಾಡಲಾಯಿತು.: [32, 178, 198, 214]
- reg-dot-c3: [840, 1442, 848, 1450]
- obit-body: [32, 1024, 138, 1124]
- gram-dateline: ಯರಗಟ್ಟಿ:: [650, 1162, 673, 1170]
- swami-photo: [680, 96, 914, 246]
- lead-kicker-box: [208, 316, 664, 340]
- rule-lead-right: [668, 312, 669, 724]
- print-registration-marks: [0, 1440, 945, 1454]
